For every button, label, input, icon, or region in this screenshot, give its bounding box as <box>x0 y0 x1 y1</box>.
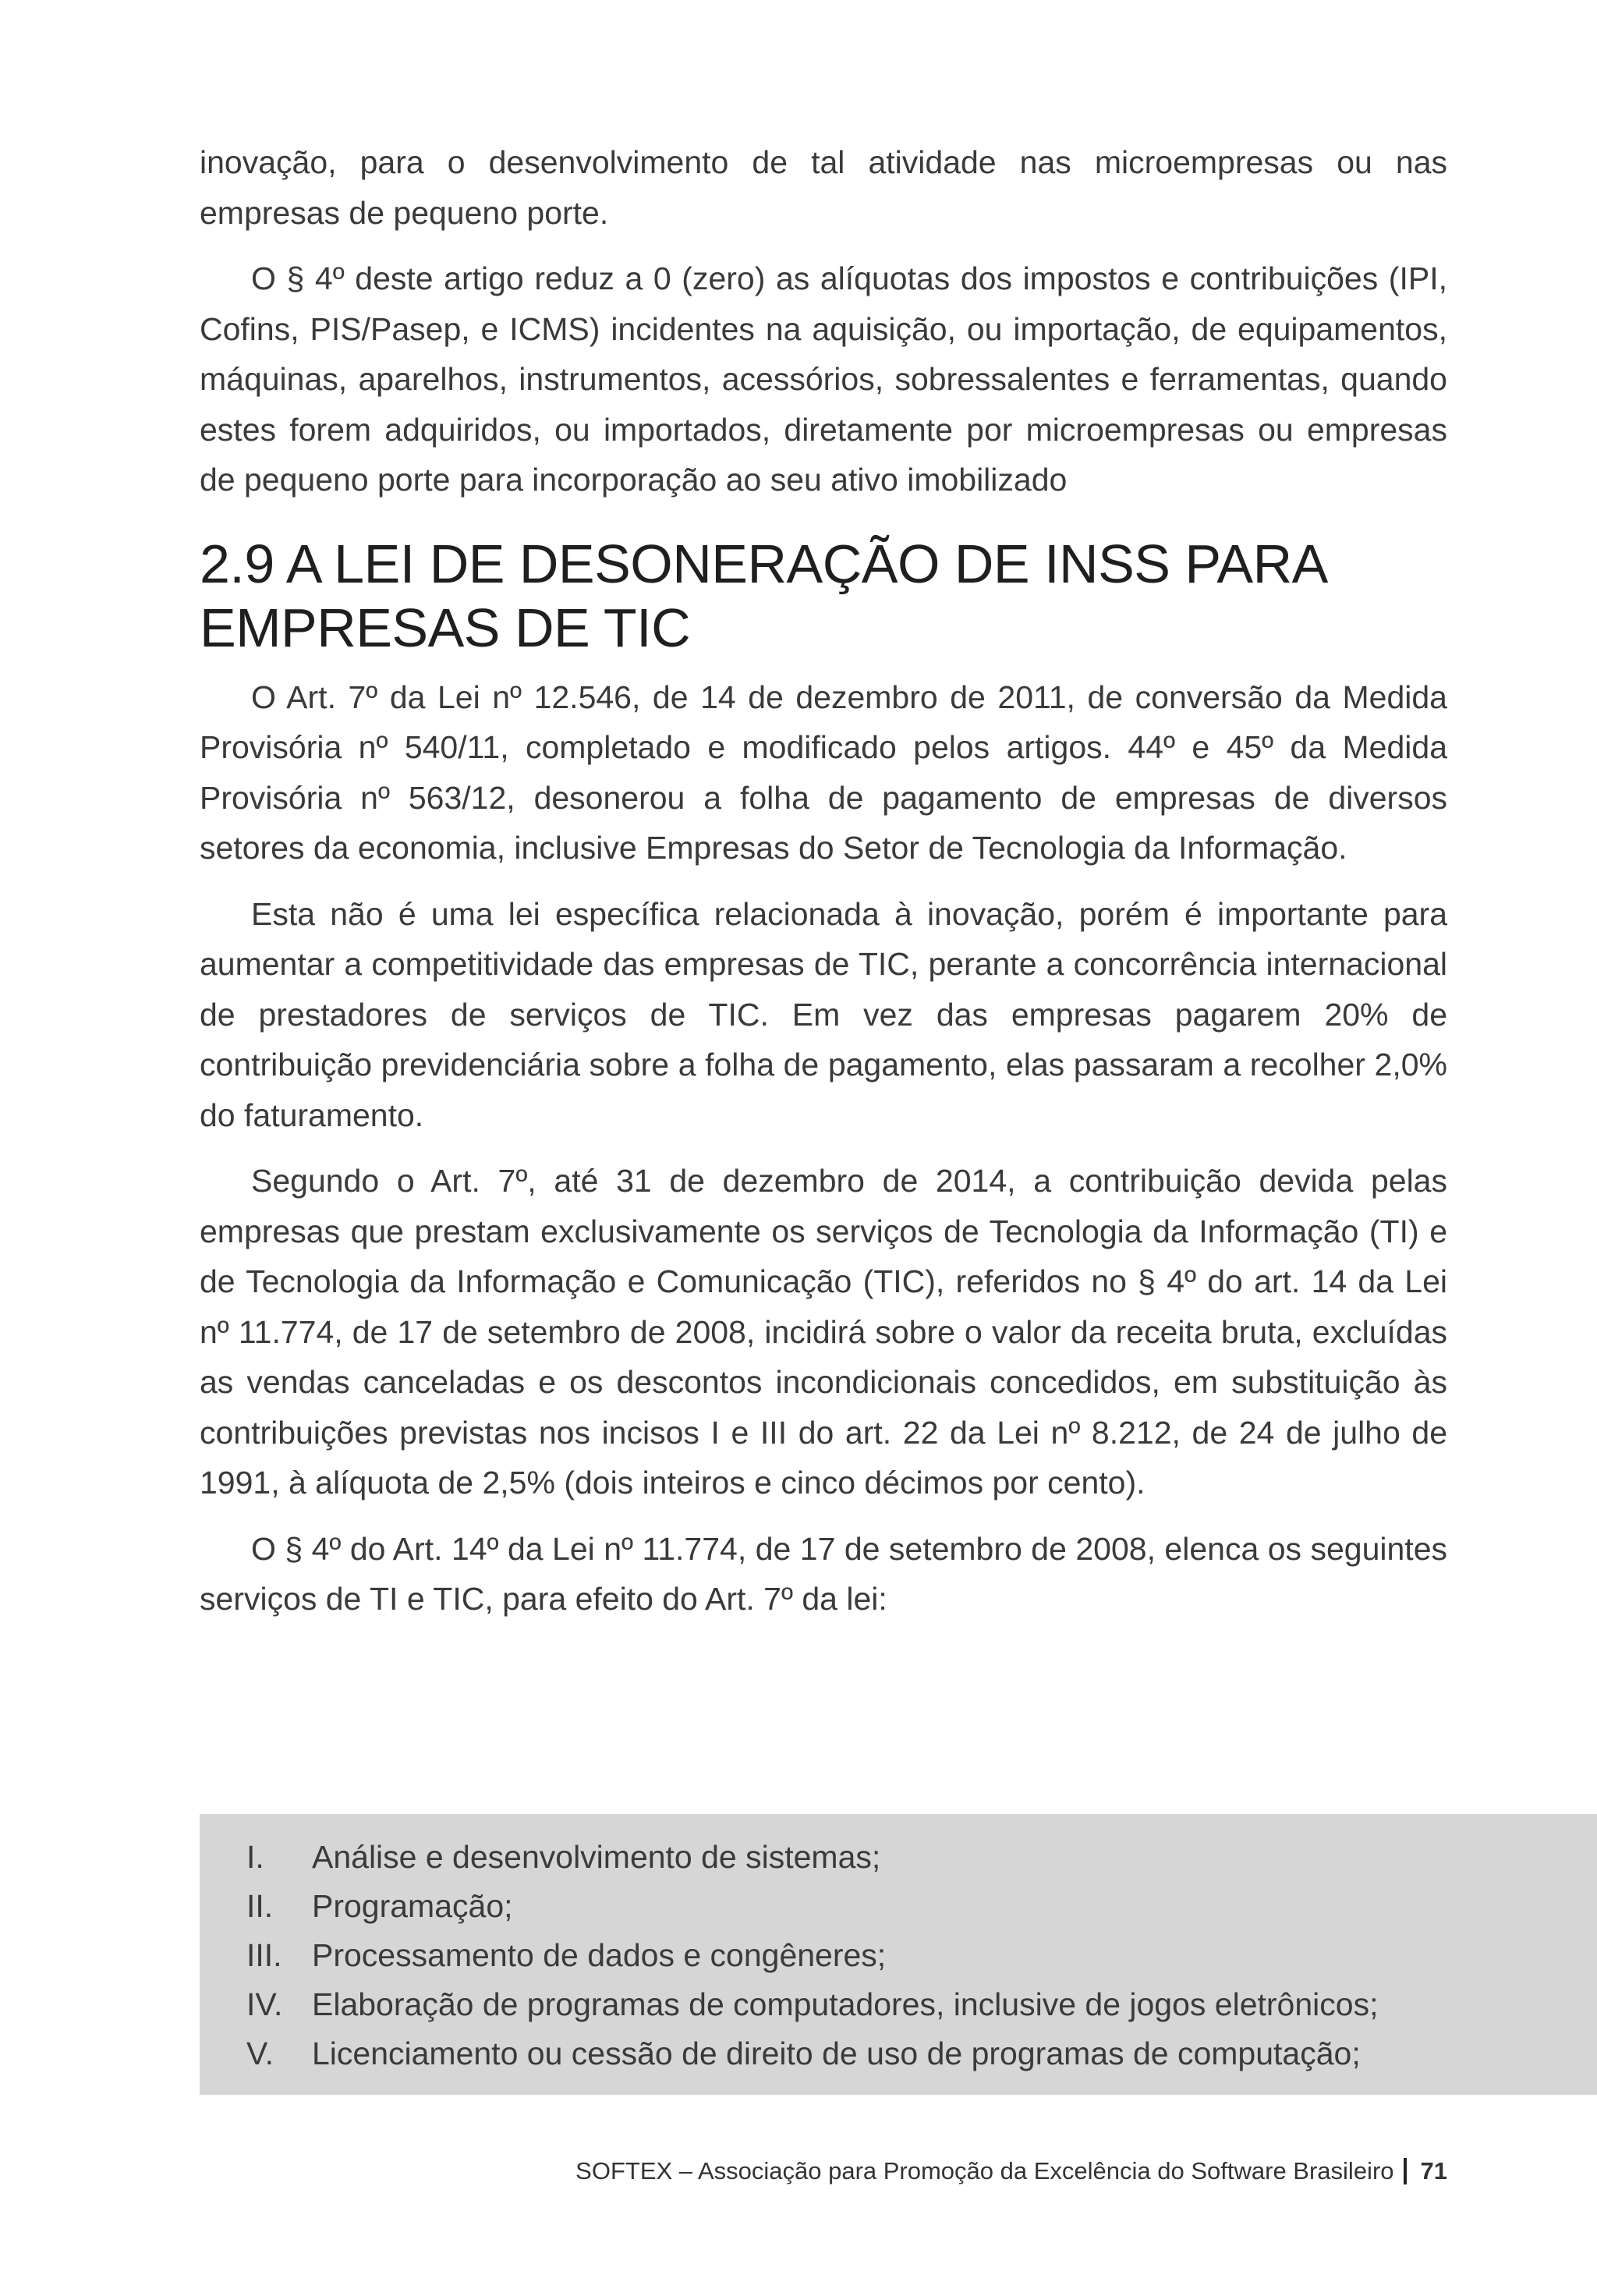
list-item-text: Programação; <box>312 1888 513 1924</box>
paragraph: O § 4º deste artigo reduz a 0 (zero) as alíquotas dos impostos e contribuições (IPI, Cofins, PIS/Pasep, e ICMS) incidentes na aquisição, ou importação, de equipamentos, máquinas, aparelhos, instrumentos, acessórios, sobressalentes e ferramentas, quando estes forem adquiridos, ou importados, diretamente por microempresas ou empresas de pequeno porte para incorporação ao seu ativo imobilizado <box>200 260 1447 498</box>
list-item <box>246 2029 1378 2078</box>
paragraph: O Art. 7º da Lei nº 12.546, de 14 de dezembro de 2011, de conversão da Medida Provisória nº 540/11, completado e modificado pelos artigos. 44º e 45º da Medida Provisória nº 563/12, desonerou a folha de pagamento de empresas de diversos setores da economia, inclusive Empresas do Setor de Tecnologia da Informação. <box>200 679 1447 866</box>
list-item-number: III. <box>246 1937 282 1973</box>
list-item-text: Análise e desenvolvimento de sistemas; <box>312 1839 881 1875</box>
paragraph: Esta não é uma lei específica relacionada à inovação, porém é importante para aumentar a competitividade das empresas de TIC, perante a concorrência internacional de prestadores de serviços de TIC. Em vez das empresas pagarem 20% de contribuição previdenciária sobre a folha de pagamento, elas passaram a recolher 2,0% do faturamento. <box>200 895 1447 1133</box>
list-item-number: V. <box>246 2036 274 2071</box>
list-item-number: I. <box>246 1839 264 1875</box>
list-item-text: Licenciamento ou cessão de direito de uso de programas de computação; <box>312 2036 1361 2071</box>
list-item-text: Elaboração de programas de computadores, inclusive de jogos eletrônicos; <box>312 1986 1379 2022</box>
footer-text: SOFTEX – Associação para Promoção da Excelência do Software Brasileiro <box>575 2157 1394 2184</box>
page-footer <box>575 2157 1447 2185</box>
list-item <box>246 1931 1378 1980</box>
list-item <box>246 1980 1378 2029</box>
services-list-box <box>200 1814 1597 2095</box>
section-heading: 2.9 A LEI DE DESONERAÇÃO DE INSS PARA EMPRESAS DE TIC <box>200 533 1325 658</box>
page-number: 71 <box>1420 2157 1447 2184</box>
body-content <box>200 137 1447 1640</box>
list-item <box>246 1882 1378 1931</box>
footer-divider <box>1404 2158 1407 2184</box>
list-item-number: IV. <box>246 1986 283 2022</box>
paragraph: Segundo o Art. 7º, até 31 de dezembro de 2014, a contribuição devida pelas empresas que prestam exclusivamente os serviços de Tecnologia da Informação (TI) e de Tecnologia da Informação e Comunicação (TIC), referidos no § 4º do art. 14 da Lei nº 11.774, de 17 de setembro de 2008, incidirá sobre o valor da receita bruta, excluídas as vendas canceladas e os descontos incondicionais concedidos, em substituição às contribuições previstas nos incisos I e III do art. 22 da Lei nº 8.212, de 24 de julho de 1991, à alíquota de 2,5% (dois inteiros e cinco décimos por cento). <box>200 1163 1447 1501</box>
services-list <box>246 1833 1378 2078</box>
list-item-number: II. <box>246 1888 274 1924</box>
paragraph: O § 4º do Art. 14º da Lei nº 11.774, de 17 de setembro de 2008, elenca os seguintes serviços de TI e TIC, para efeito do Art. 7º da lei: <box>200 1530 1447 1617</box>
list-item-text: Processamento de dados e congêneres; <box>312 1937 887 1973</box>
paragraph: inovação, para o desenvolvimento de tal atividade nas microempresas ou nas empresas de pequeno porte. <box>200 144 1447 231</box>
list-item <box>246 1833 1378 1882</box>
